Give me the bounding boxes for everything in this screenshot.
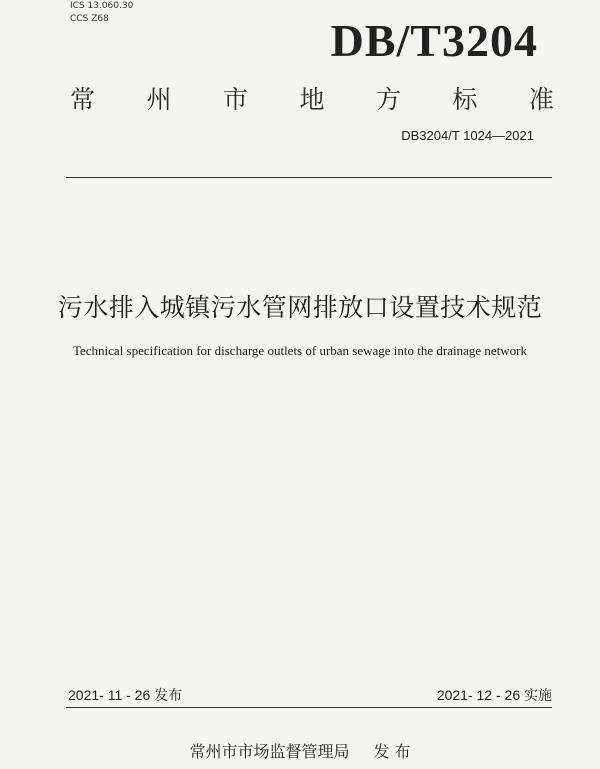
title-chinese: 污水排入城镇污水管网排放口设置技术规范 [57,293,543,322]
classification-codes [70,0,133,26]
release-date: 2021- 11 - 26 发布 [68,687,183,703]
heading-char: 市 [222,85,248,114]
standard-code: DB/T3204 [330,15,538,66]
heading-char: 方 [375,85,401,114]
heading-char: 标 [452,85,478,114]
ics-code: ICS 13.060.30 [70,1,134,11]
heading-char: 常 [70,85,96,114]
ccs-code: CCS Z68 [70,14,109,24]
issue-action: 发 布 [373,742,411,761]
heading-char: 州 [146,85,172,114]
heading-char: 地 [299,85,325,114]
implementation-date: 2021- 12 - 26 实施 [436,687,552,703]
title-english: Technical specification for discharge outlets of urban sewage into the drainage network [72,343,528,358]
local-standard-heading [70,80,554,116]
date-row [68,685,552,705]
standard-number: DB3204/T 1024—2021 [401,128,534,143]
top-divider [66,177,552,178]
heading-char: 准 [528,85,554,114]
issuer-name: 常州市市场监督管理局 [189,742,350,761]
issuing-authority [0,739,600,762]
bottom-divider [66,707,552,708]
